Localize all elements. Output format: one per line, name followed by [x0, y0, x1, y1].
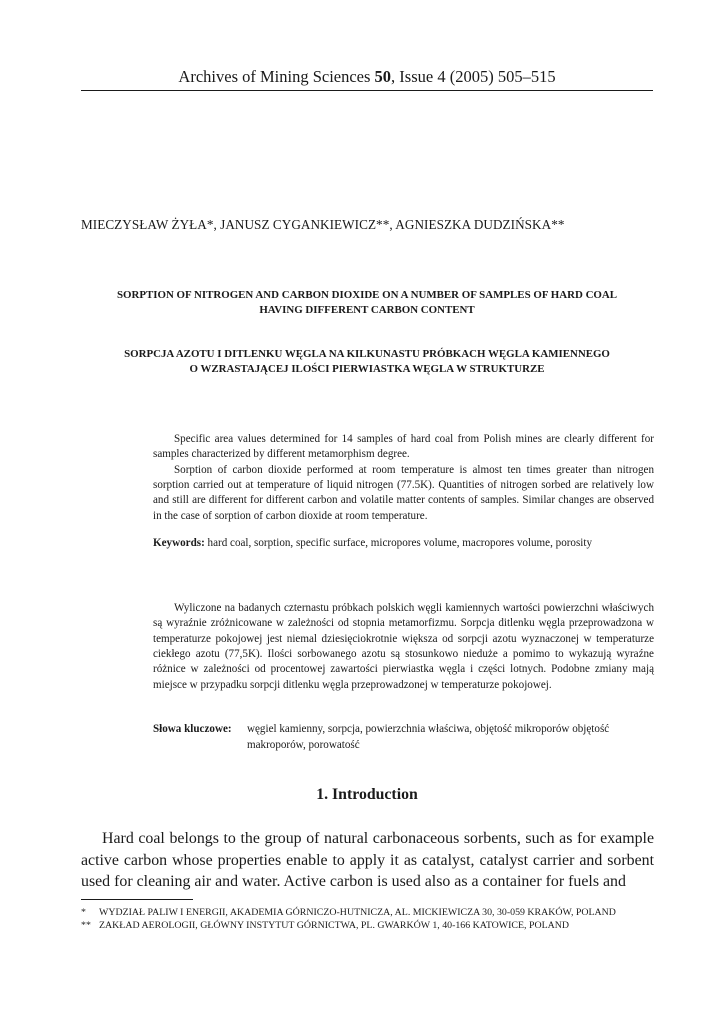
footnotes: [81, 906, 681, 932]
abstract-english-paragraph-2: Sorption of carbon dioxide performed at room temperature is almost ten times greater than nitrogen sorption carried out at temperature of liquid nitrogen (77.5K). Quantities of nitrogen sorbed are relatively low and still are different for different carbon and volatile matter contents of samples. Similar changes are observed in the case of sorption of carbon dioxide at room temperature.: [153, 463, 654, 522]
title-english-line-2: HAVING DIFFERENT CARBON CONTENT: [259, 304, 475, 316]
footnote-text: ZAKŁAD AEROLOGII, GŁÓWNY INSTYTUT GÓRNICTWA, PL. GWARKÓW 1, 40-166 KATOWICE, POLAND: [99, 920, 570, 932]
footnote: [81, 906, 681, 919]
abstract-english-paragraph-1: Specific area values determined for 14 samples of hard coal from Polish mines are clearly different for samples characterized by different metamorphism degree.: [153, 433, 654, 461]
body-paragraph: Hard coal belongs to the group of natural carbonaceous sorbents, such as for example active carbon whose properties enable to apply it as catalyst, catalyst carrier and sorbent used for cleaning air and water. Active carbon is used also as a container for fuels and: [81, 830, 654, 891]
keywords-english: [153, 536, 673, 551]
authors: MIECZYSŁAW ŻYŁA*, JANUSZ CYGANKIEWICZ**, AGNIESZKA DUDZIŃSKA**: [81, 217, 565, 232]
journal-volume: 50: [374, 67, 392, 86]
abstract-polish-paragraph: Wyliczone na badanych czternastu próbkach polskich węgli kamiennych wartości powierzchni właściwych są wyraźnie zróżnicowane w zależności od stopnia metamorfizmu. Sorpcja ditlenku węgla przeprowadzona w temperaturze pokojowej jest niemal dziesięciokrotnie większa od sorpcji azotu wyznaczonej w temperaturze ciekłego azotu (77,5K). Ilości sorbowanego azotu są stosunkowo nieduże a pomimo to wykazują wyraźne różnice w zależności od procentowej zawartości pierwiastka węgla i części lotnych. Podobne zmiany mają miejsce w przypadku sorpcji ditlenku węgla przeprowadzonej w temperaturze pokojowej.: [153, 602, 654, 691]
keywords-polish-text: węgiel kamienny, sorpcja, powierzchnia właściwa, objętość mikroporów objętość makroporów, porowatość: [247, 723, 610, 751]
title-polish: [81, 347, 653, 377]
journal-name: Archives of Mining Sciences: [178, 67, 375, 86]
title-polish-line-2: O WZRASTAJĄCEJ ILOŚCI PIERWIASTKA WĘGLA W STRUKTURZE: [189, 363, 545, 375]
section-heading: 1. Introduction: [316, 786, 418, 803]
footnote: [81, 919, 681, 932]
footnote-rule: [81, 899, 193, 900]
abstract-polish: [153, 601, 654, 693]
header-rule: [81, 90, 653, 91]
title-english-line-1: SORPTION OF NITROGEN AND CARBON DIOXIDE ON A NUMBER OF SAMPLES OF HARD COAL: [116, 289, 618, 301]
title-polish-line-1: SORPCJA AZOTU I DITLENKU WĘGLA NA KILKUNASTU PRÓBKACH WĘGLA KAMIENNEGO: [124, 348, 610, 360]
keywords-english-text: hard coal, sorption, specific surface, micropores volume, macropores volume, porosity: [204, 537, 593, 549]
abstract-english: [153, 432, 654, 524]
section-body: [81, 828, 654, 893]
keywords-english-label: Keywords:: [153, 537, 205, 549]
footnote-text: WYDZIAŁ PALIW I ENERGII, AKADEMIA GÓRNICZO-HUTNICZA, AL. MICKIEWICZA 30, 30-059 KRAKÓW, POLAND: [99, 907, 616, 918]
journal-issue: , Issue 4 (2005) 505–515: [391, 67, 556, 86]
keywords-polish: [153, 722, 654, 753]
title-english: [81, 288, 653, 318]
footnote-mark: *: [81, 907, 86, 918]
keywords-polish-label: Słowa kluczowe:: [153, 723, 232, 735]
footnote-mark: **: [81, 920, 91, 932]
running-header: [81, 66, 653, 88]
